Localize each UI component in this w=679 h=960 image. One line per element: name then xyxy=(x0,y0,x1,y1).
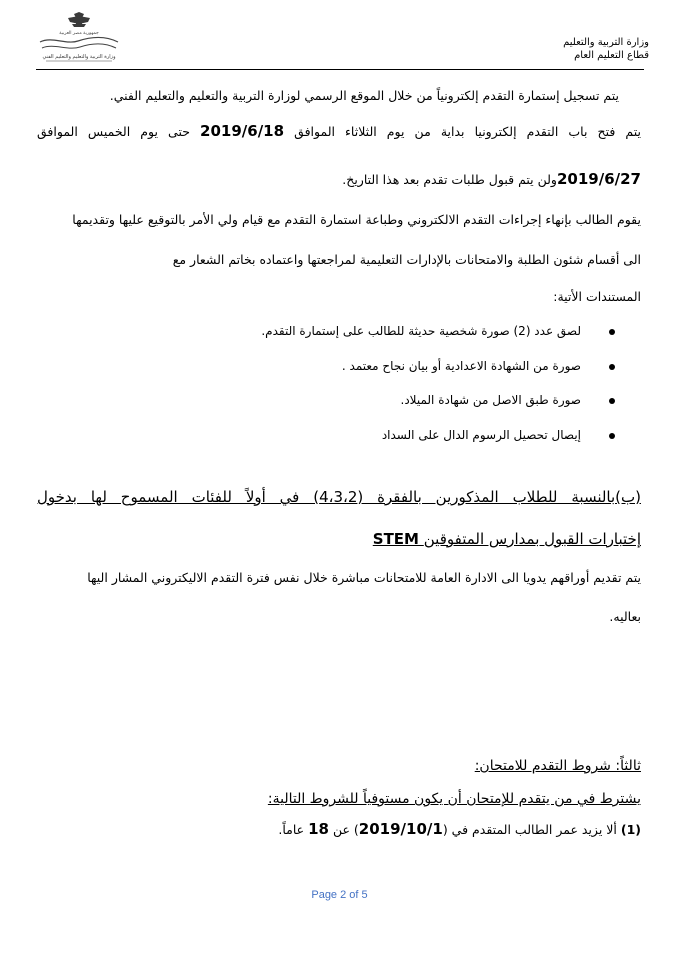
header-divider xyxy=(36,69,644,70)
section-b-text: إختبارات القبول بمدارس المتفوقين xyxy=(423,530,641,548)
paragraph-opening-dates xyxy=(37,122,641,141)
paragraph-closing-date xyxy=(61,170,641,189)
paragraph-registration: يتم تسجيل إستمارة التقدم إلكترونياً من خلال الموقع الرسمي لوزارة التربية والتعليم والتعليم الفني. xyxy=(109,88,619,103)
section-3-subtitle: يشترط في من يتقدم للإمتحان أن يكون مستوفياً للشروط التالية: xyxy=(267,791,641,807)
opening-text-start: يتم فتح باب التقدم إلكترونيا بداية من يوم الثلاثاء الموافق xyxy=(294,124,641,139)
page-number: Page 2 of 5 xyxy=(311,889,368,901)
condition-text: ألا يزيد عمر الطالب المتقدم في ( xyxy=(442,822,617,837)
section-b-heading-line1: (ب)بالنسبة للطلاب المذكورين بالفقرة (4،3،2) في أولاً للفئات المسموح لها بدخول xyxy=(37,488,641,506)
condition-date: 2019/10/1 xyxy=(358,820,443,838)
end-date: 2019/6/27 xyxy=(556,170,641,188)
paragraph-procedures-line3: المستندات الأتية: xyxy=(553,289,641,304)
svg-text:وزارة التربية والتعليم والتعلي: وزارة التربية والتعليم والتعليم الفني xyxy=(42,54,116,60)
stem-label: STEM xyxy=(372,530,419,548)
condition-mid: ) عن xyxy=(332,822,359,837)
start-date: 2019/6/18 xyxy=(200,122,285,140)
required-documents-list xyxy=(43,322,603,460)
paragraph-manual-submission-line1: يتم تقديم أوراقهم يدويا الى الادارة العامة للامتحانات مباشرة خلال نفس فترة التقدم الاليكتروني المشار اليها xyxy=(87,570,641,585)
list-item: صورة من الشهادة الاعدادية أو بيان نجاح معتمد . xyxy=(43,357,603,392)
ministry-logo xyxy=(38,12,120,64)
condition-age: 18 xyxy=(308,820,329,838)
ministry-header xyxy=(563,36,649,62)
condition-1 xyxy=(37,820,641,839)
eagle-emblem-icon xyxy=(38,12,120,64)
list-item: إيصال تحصيل الرسوم الدال على السداد xyxy=(43,426,603,461)
opening-text-end: حتى يوم الخميس الموافق xyxy=(37,124,190,139)
ministry-name: وزارة التربية والتعليم xyxy=(563,37,649,48)
svg-text:جمهورية مصر العربية: جمهورية مصر العربية xyxy=(59,31,99,36)
paragraph-procedures-line2: الى أقسام شئون الطلبة والامتحانات بالإدارات التعليمية لمراجعتها واعتماده بخاتم الشعار مع xyxy=(172,252,641,267)
list-item: صورة طبق الاصل من شهادة الميلاد. xyxy=(43,391,603,426)
condition-number: (1) xyxy=(620,822,641,837)
condition-end: عاماً. xyxy=(278,822,305,837)
closing-text: ولن يتم قبول طلبات تقدم بعد هذا التاريخ. xyxy=(342,172,557,187)
section-b-heading-line2 xyxy=(37,528,641,550)
section-3-title: ثالثاً: شروط التقدم للامتحان: xyxy=(474,758,641,774)
paragraph-procedures-line1: يقوم الطالب بإنهاء إجراءات التقدم الالكتروني وطباعة استمارة التقدم مع قيام ولي الأمر بالتوقيع عليها وتقديمها xyxy=(72,212,641,227)
list-item: لصق عدد (2) صورة شخصية حديثة للطالب على إستمارة التقدم. xyxy=(43,322,603,357)
sector-name: قطاع التعليم العام xyxy=(574,50,649,61)
paragraph-manual-submission-line2: بعاليه. xyxy=(609,609,641,624)
